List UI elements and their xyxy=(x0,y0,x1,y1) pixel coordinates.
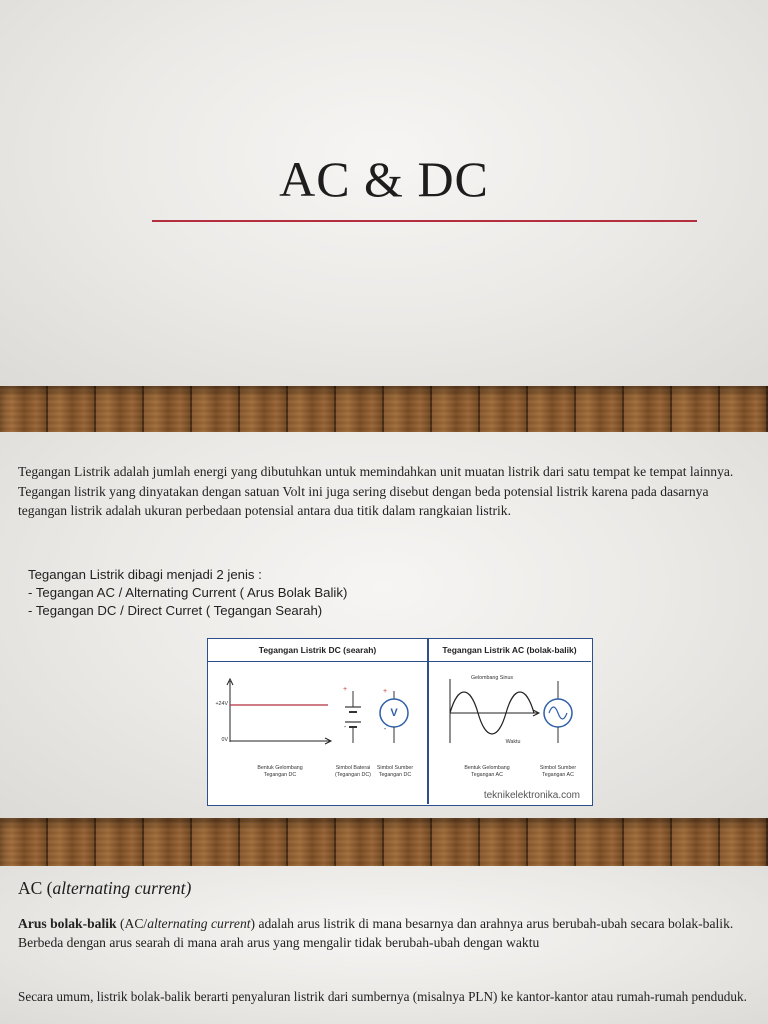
slide-title: AC & DC xyxy=(279,151,489,207)
dc-waveform-graph xyxy=(227,679,331,744)
ac-slide xyxy=(0,866,768,1024)
wood-floor-divider xyxy=(0,818,768,866)
dc-ac-comparison-figure xyxy=(207,638,593,806)
source-plus-label: + xyxy=(382,688,388,695)
source-minus-label: - xyxy=(383,726,387,733)
ac-heading-main: AC ( xyxy=(18,878,53,898)
figure-drawing xyxy=(208,639,592,805)
ac-source-symbol-icon xyxy=(544,681,572,743)
ac-waveform-graph xyxy=(450,679,539,743)
ac-heading xyxy=(18,878,191,899)
dc-source-caption: Simbol Sumber Tegangan DC xyxy=(376,765,414,778)
ac-term: Arus bolak-balik xyxy=(18,916,117,931)
zero-level-label: 0V xyxy=(221,737,228,743)
time-label: Waktu xyxy=(505,739,521,745)
ac-term-italic: alternating current xyxy=(147,916,251,931)
figure-watermark: teknikelektronika.com xyxy=(483,790,580,801)
dc-level-label: +24V xyxy=(215,701,228,707)
battery-caption: Simbol Baterai (Tegangan DC) xyxy=(335,765,371,778)
title-underline xyxy=(152,220,697,222)
ac-general-paragraph: Secara umum, listrik bolak-balik berarti penyaluran listrik dari sumbernya (misalnya PLN) ke kantor-kantor atau rumah-rumah penduduk. xyxy=(18,989,747,1004)
battery-plus-label: + xyxy=(342,686,348,693)
wood-floor-divider xyxy=(0,386,768,432)
ac-figure-title: Tegangan Listrik AC (bolak-balik) xyxy=(428,639,591,662)
ac-wave-caption: Bentuk Gelombang Tegangan AC xyxy=(464,765,510,778)
list-heading: Tegangan Listrik dibagi menjadi 2 jenis : xyxy=(28,567,262,582)
title-slide xyxy=(0,0,768,386)
sine-label: Gelombang Sinus xyxy=(470,675,514,681)
ac-definition-text: ) adalah arus listrik di mana besarnya dan arahnya arus berubah-ubah secara bolak-balik. Berbeda dengan arus searah di mana arah arus yang mengalir tidak berubah-ubah dengan waktu xyxy=(18,916,734,950)
voltmeter-symbol: V xyxy=(390,707,398,719)
list-item: - Tegangan DC / Direct Curret ( Tegangan Searah) xyxy=(28,603,323,618)
list-item: - Tegangan AC / Alternating Current ( Arus Bolak Balik) xyxy=(28,585,348,600)
battery-symbol-icon xyxy=(345,691,361,743)
voltage-types-list xyxy=(28,566,628,620)
ac-definition-paragraph xyxy=(18,914,748,952)
ac-definition-text: (AC/ xyxy=(116,916,148,931)
battery-minus-label: - xyxy=(343,724,347,731)
ac-heading-italic: alternating current) xyxy=(52,878,192,898)
dc-wave-caption: Bentuk Gelombang Tegangan DC xyxy=(257,765,303,778)
dc-figure-title: Tegangan Listrik DC (searah) xyxy=(208,639,427,662)
intro-paragraph: Tegangan Listrik adalah jumlah energi yang dibutuhkan untuk memindahkan unit muatan listrik dari satu tempat ke tempat lainnya. Tegangan listrik yang dinyatakan dengan satuan Volt ini juga sering disebut dengan beda potensial listrik karena pada dasarnya tegangan listrik adalah ukuran perbedaan potensial antara dua titik dalam rangkaian listrik. xyxy=(18,464,734,518)
definition-slide xyxy=(0,432,768,818)
ac-source-caption: Simbol Sumber Tegangan AC xyxy=(539,765,577,778)
